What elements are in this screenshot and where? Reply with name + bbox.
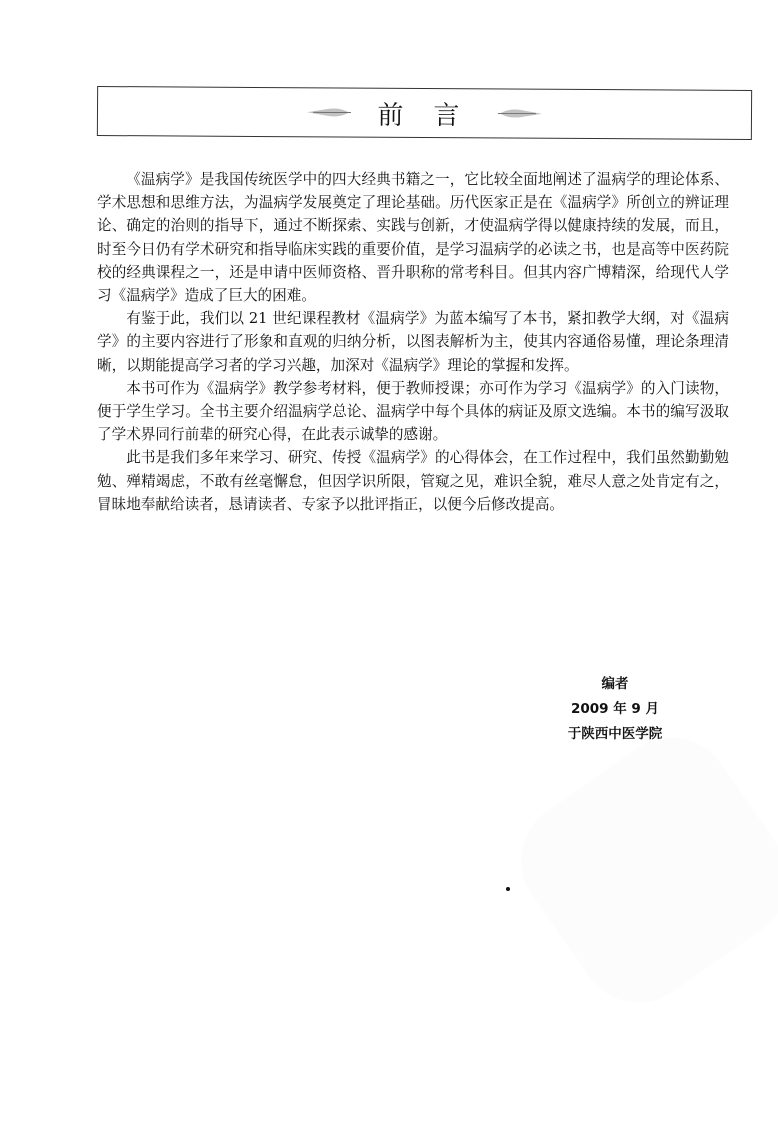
paragraph: 《温病学》是我国传统医学中的四大经典书籍之一，它比较全面地阐述了温病学的理论体系、学术思想和思维方法，为温病学发展奠定了理论基础。历代医家正是在《温病学》所创立的辨证理论、确定的治则的指导下，通过不断探索、实践与创新，才使温病学得以健康持续的发展，而且，时至今日仍有学术研究和指导临床实践的重要价值，是学习温病学的必读之书，也是高等中医药院校的经典课程之一，还是申请中医师资格、晋升职称的常考科目。但其内容广博精深，给现代人学习《温病学》造成了巨大的困难。 [97,171,729,305]
scan-dot [506,887,510,891]
preface-body [97,168,729,516]
left-leaf-ornament-icon [305,105,353,119]
signature-author: 编者 [601,676,629,692]
signature-date: 2009 年 9 月 [570,701,660,717]
faint-watermark [498,714,778,1026]
right-leaf-ornament-icon [495,106,543,120]
page-title: 前言 [377,100,490,131]
signature-place: 于陕西中医学院 [567,726,663,742]
paragraph: 本书可作为《温病学》教学参考材料，便于教师授课；亦可作为学习《温病学》的入门读物，便于学生学习。全书主要介绍温病学总论、温病学中每个具体的病证及原文选编。本书的编写汲取了学术界同行前辈的研究心得，在此表示诚挚的感谢。 [97,379,729,444]
paragraph: 此书是我们多年来学习、研究、传授《温病学》的心得体会，在工作过程中，我们虽然勤勤勉勉、殚精竭虑，不敢有丝毫懈怠，但因学识所限，管窥之见，难识全貌，难尽人意之处肯定有之，冒昧地奉献给读者，恳请读者、专家予以批评指正，以便今后修改提高。 [97,449,729,513]
paragraph: 有鉴于此，我们以 21 世纪课程教材《温病学》为蓝本编写了本书，紧扣教学大纲，对《温病学》的主要内容进行了形象和直观的归纳分析，以图表解析为主，使其内容通俗易懂，理论条理清晰，以期能提高学习者的学习兴趣，加深对《温病学》理论的掌握和发挥。 [97,310,729,374]
title-wrap [305,94,543,132]
signature-block [545,672,685,747]
title-box [97,86,752,140]
